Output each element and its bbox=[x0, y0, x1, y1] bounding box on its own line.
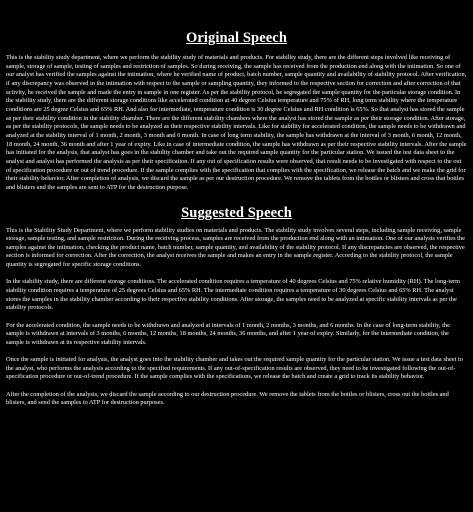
suggested-speech-title: Suggested Speech bbox=[181, 204, 292, 221]
suggested-speech-paragraph-2: In the stability study, there are different storage conditions. The accelerated condition requires a temperature of 40 degrees Celsius and 75% relative humidity (RH). The long-term stability condition requires a temperature of 25 degrees Celsius and 65% RH. The intermediate condition requires a temperature of 30 degrees Celsius and 65% RH. The analyst stores the samples in the stability chamber according to their respective stability conditions. After storage, the samples need to be analyzed at specific stability intervals as per the stability protocols. bbox=[6, 278, 461, 312]
suggested-speech-paragraph-3: For the accelerated condition, the sample needs to be withdrawn and analyzed at intervals of 1 month, 2 months, 3 months, and 6 months. In the case of long-term stability, the sample is withdrawn at intervals of 3 months, 6 months, 12 months, 18 months, 24 months, 36 months, and after 1 year of expiry. Similarly, for the intermediate condition, the sample is withdrawn at its respective stability intervals. bbox=[6, 321, 450, 346]
suggested-speech-paragraph-5: After the completion of the analysis, we discard the sample according to our destruction procedure. We remove the tablets from the bottles or blisters, cross out the bottles and blisters, and send the samples to ATP for destruction purposes. bbox=[6, 390, 449, 407]
suggested-speech-paragraph-4: Once the sample is initiated for analysis, the analyst goes into the stability chamber and takes out the required sample quantity for the particular station. We issue a test data sheet to the analyst, who performs the analysis according to the specified requirements. If any out-of-specification results are observed, they need to be investigated following the out-of-specification procedure or out-of-trend procedure. If the sample complies with the specifications, we release the batch and create a grid to track its stability behavior. bbox=[6, 356, 463, 381]
suggested-speech-paragraph-1: This is the Stability Study Department, where we perform stability studies on materials and products. The stability study involves several steps, including sample receiving, sample storage, sample testing, and sample restriction. During the receiving process, samples are received from the production end along with an intimation. One of our analysts verifies the samples against the intimation, checking the product name, batch number, sample quantity, and availability of the stability protocol. If any discrepancies are observed, the respective section is informed for correction. After the correction, the analyst receives the sample and makes an entry in the sample register. According to the stability protocol, the sample quantity is segregated for specific storage conditions. bbox=[6, 226, 465, 269]
original-speech-title: Original Speech bbox=[186, 30, 287, 46]
original-speech-paragraph: This is the stability study department, where we perform the stability study of materials and products. For stability study, there are the different steps involved like receiving of sample, storage of sample, testing of samples and restriction of samples. So during receiving, the sample has received from the production end along with the intimation. So one of our analyst has verified the samples against the intimation, where he verified name of product, batch number, sample quantity and availability of stability protocol. After verification, if any discrepancy was observed in the intimation with respect to the sample or sampling quantity, they informed to the respective section for correction and after correction of that activity, he received the sample and made the entry in sample in one register. As per the stability protocol, he segregated the sample quantity for the particular storage condition. In the stability study, there are the different storage conditions like accelerated condition at 40 degree Celsius temperature and 75% of RH, long term stability where the temperature conditions are 25 degree Celsius and 65% RH. And also for intermediate, temperature condition is 30 degree Celsius and RH condition is 65%. So that analyst has stored the sample as per their stability condition in the stability chamber. There are the different stability chambers where the analyst has stored the sample as per their storage condition. After storage, as per the stability protocols, the sample needs to be analyzed as their respective stability intervals. Like for stability for accelerated condition, the sample needs to be withdrawn and analyzed at the stability interval of 1 month, 2 month, 3 month and 6 month. In case of long term stability, the sample has withdrawn at the interval of 3 month, 6 month, 12 month, 18 month, 24 month, 36 month and after 1 year of expiry. Like in case of intermediate condition, the sample has withdrawn as per their respective stability intervals. After the sample has initiated for the analysis, that analyst has goes in the stability chamber and take out the required sample quantity for the particular station. We issued the test data sheet to the analyst and analyst has performed the analysis as per their specification. If any out of specification results were observed, that result needs to be investigated with respect to the out of specification procedure or out of trend procedure. If the sample complies with the specification that complies with the specification, we release the batch and we make the grid for their stability behavior. After completion of analysis, we discard the sample as per our destruction procedure. We remove the tablets from the bottles or blisters and cross that bottles and blisters and the samples are sent to ATP for the destruction purpose. bbox=[6, 54, 467, 191]
